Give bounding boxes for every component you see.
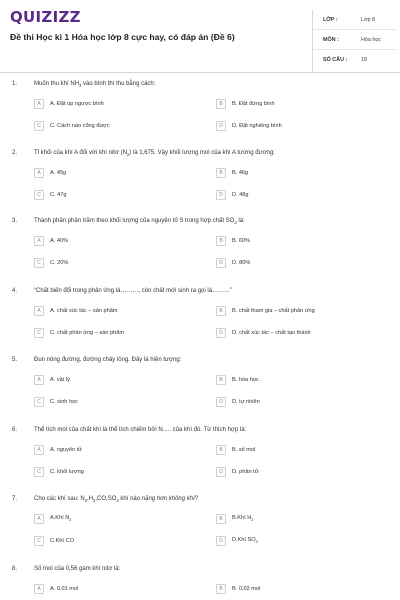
- answer-option-c[interactable]: [34, 535, 184, 547]
- question-number: 2.: [12, 150, 18, 156]
- question-text: Thành phần phần trăm theo khối lượng của nguyên tố S trong hợp chất $SO_3$ là:: [34, 218, 245, 226]
- option-label: B. hóa học: [232, 377, 259, 383]
- question-number: 8.: [12, 566, 18, 572]
- answer-option-c[interactable]: [34, 327, 184, 339]
- option-label: C. sinh học: [50, 399, 78, 405]
- option-label: D. 48g: [232, 192, 249, 198]
- option-letter-box: A: [34, 236, 44, 246]
- question-number: 6.: [12, 427, 18, 433]
- option-letter-box: D: [216, 536, 226, 546]
- option-letter-box: B: [216, 99, 226, 109]
- answer-option-b[interactable]: [216, 583, 366, 595]
- option-label: C.Khí CO: [50, 538, 74, 544]
- answer-option-a[interactable]: [34, 167, 184, 179]
- question-number: 4.: [12, 288, 18, 294]
- option-label: A. 40%: [50, 238, 69, 244]
- option-letter-box: A: [34, 445, 44, 455]
- option-label: D. phân tử: [232, 469, 259, 475]
- answer-option-b[interactable]: [216, 98, 366, 110]
- meta-value: Hóa học: [361, 36, 382, 43]
- answer-option-c[interactable]: [34, 120, 184, 132]
- option-letter-box: C: [34, 328, 44, 338]
- answer-option-b[interactable]: [216, 235, 366, 247]
- option-label: D. chất xúc tác – chất tạo thành: [232, 330, 311, 336]
- question-text: Đun nóng đường, đường chảy lỏng. Đây là hiện tượng:: [34, 357, 182, 363]
- option-letter-box: A: [34, 584, 44, 594]
- option-label: D. Đặt nghiêng bình: [232, 123, 282, 129]
- option-letter-box: A: [34, 168, 44, 178]
- option-letter-box: C: [34, 258, 44, 268]
- option-label: A. 45g: [50, 170, 67, 176]
- document-header: [0, 0, 400, 73]
- meta-row-subject: [313, 30, 397, 50]
- question-number: 1.: [12, 81, 18, 87]
- answer-option-d[interactable]: [216, 327, 366, 339]
- answer-option-d[interactable]: [216, 396, 366, 408]
- question-number: 3.: [12, 218, 18, 224]
- option-label: B. Đặt đứng bình: [232, 101, 275, 107]
- option-letter-box: B: [216, 445, 226, 455]
- option-letter-box: B: [216, 514, 226, 524]
- option-letter-box: B: [216, 584, 226, 594]
- option-label: B.Khí $H_2$: [232, 515, 254, 523]
- question-text: “Chất biến đổi trong phản ứng là………, còn chất mới sinh ra gọi là………”: [34, 288, 233, 294]
- option-label: B. 46g: [232, 170, 249, 176]
- option-letter-box: B: [216, 168, 226, 178]
- meta-label: MÔN :: [323, 36, 339, 43]
- question-number: 7.: [12, 496, 18, 502]
- answer-option-a[interactable]: [34, 583, 184, 595]
- answer-option-c[interactable]: [34, 257, 184, 269]
- option-letter-box: D: [216, 397, 226, 407]
- answer-option-a[interactable]: [34, 305, 184, 317]
- answer-option-c[interactable]: [34, 189, 184, 201]
- option-letter-box: C: [34, 190, 44, 200]
- question-text: Số mol của 0,56 gam khí nitơ là:: [34, 566, 121, 572]
- option-label: A. chất xúc tác – sản phẩm: [50, 308, 118, 314]
- question-text: Thể tích mol của chất khí là thể tích chiếm bởi N..... của khí đó. Từ thích hợp là:: [34, 427, 247, 433]
- option-letter-box: C: [34, 536, 44, 546]
- option-letter-box: D: [216, 467, 226, 477]
- meta-panel: [312, 10, 397, 72]
- option-label: B. số mol: [232, 447, 256, 453]
- option-letter-box: A: [34, 306, 44, 316]
- answer-option-b[interactable]: [216, 305, 366, 317]
- answer-option-d[interactable]: [216, 466, 366, 478]
- option-letter-box: A: [34, 99, 44, 109]
- meta-label: LỚP :: [323, 16, 338, 23]
- option-label: A. Đặt úp ngược bình: [50, 101, 104, 107]
- question-text: Muốn thu khí $NH_3$ vào bình thì thu bằng cách:: [34, 81, 156, 89]
- option-letter-box: C: [34, 121, 44, 131]
- question-number: 5.: [12, 357, 18, 363]
- answer-option-d[interactable]: [216, 257, 366, 269]
- meta-row-class: [313, 10, 397, 30]
- option-label: B. chất tham gia – chất phản ứng: [232, 308, 315, 314]
- option-label: A.Khí $N_2$: [50, 515, 72, 523]
- option-label: D. 80%: [232, 260, 251, 266]
- option-label: D.Khí $SO_2$: [232, 537, 258, 545]
- meta-label: SỐ CÂU :: [323, 56, 348, 63]
- answer-option-d[interactable]: [216, 535, 366, 547]
- answer-option-d[interactable]: [216, 120, 366, 132]
- option-letter-box: C: [34, 397, 44, 407]
- option-letter-box: D: [216, 258, 226, 268]
- answer-option-a[interactable]: [34, 235, 184, 247]
- option-letter-box: D: [216, 328, 226, 338]
- answer-option-a[interactable]: [34, 513, 184, 525]
- option-label: A. 0,01 mol: [50, 586, 79, 592]
- option-label: D. tự nhiên: [232, 399, 260, 405]
- quizizz-logo: QUIZIZZ: [10, 8, 81, 26]
- option-label: A. vật lý: [50, 377, 70, 383]
- meta-value: 18: [361, 56, 367, 63]
- option-letter-box: B: [216, 236, 226, 246]
- option-letter-box: D: [216, 190, 226, 200]
- option-label: B. 0,02 mol: [232, 586, 261, 592]
- answer-option-a[interactable]: [34, 444, 184, 456]
- option-label: C. 47g: [50, 192, 67, 198]
- page-title: Đề thi Học kì 1 Hóa học lớp 8 cực hay, có đáp án (Đề 6): [10, 32, 235, 42]
- question-text: Tỉ khối của khí A đối với khí nitơ $(N_2)$ là 1,675. Vậy khối lượng mol của khí A tương đương:: [34, 150, 275, 158]
- option-label: A. nguyên tử: [50, 447, 83, 453]
- answer-option-b[interactable]: [216, 444, 366, 456]
- answer-option-b[interactable]: [216, 374, 366, 386]
- answer-option-d[interactable]: [216, 189, 366, 201]
- option-letter-box: A: [34, 514, 44, 524]
- answer-option-b[interactable]: [216, 513, 366, 525]
- question-text: Cho các khí sau: $N_2,H_2,CO,SO_2$ khí nào nặng hơn không khí?: [34, 496, 199, 504]
- answer-option-c[interactable]: [34, 466, 184, 478]
- option-letter-box: B: [216, 306, 226, 316]
- option-letter-box: D: [216, 121, 226, 131]
- option-label: C. 20%: [50, 260, 69, 266]
- answer-option-a[interactable]: [34, 374, 184, 386]
- option-label: C. khối lượng: [50, 469, 84, 475]
- answer-option-a[interactable]: [34, 98, 184, 110]
- answer-option-c[interactable]: [34, 396, 184, 408]
- answer-option-b[interactable]: [216, 167, 366, 179]
- option-label: C. chất phản ứng – sản phẩm: [50, 330, 125, 336]
- option-label: B. 60%: [232, 238, 251, 244]
- option-letter-box: A: [34, 375, 44, 385]
- meta-row-count: [313, 50, 397, 69]
- meta-value: Lớp 8: [361, 16, 376, 23]
- option-letter-box: C: [34, 467, 44, 477]
- option-label: C. Cách nào cũng được: [50, 123, 110, 129]
- option-letter-box: B: [216, 375, 226, 385]
